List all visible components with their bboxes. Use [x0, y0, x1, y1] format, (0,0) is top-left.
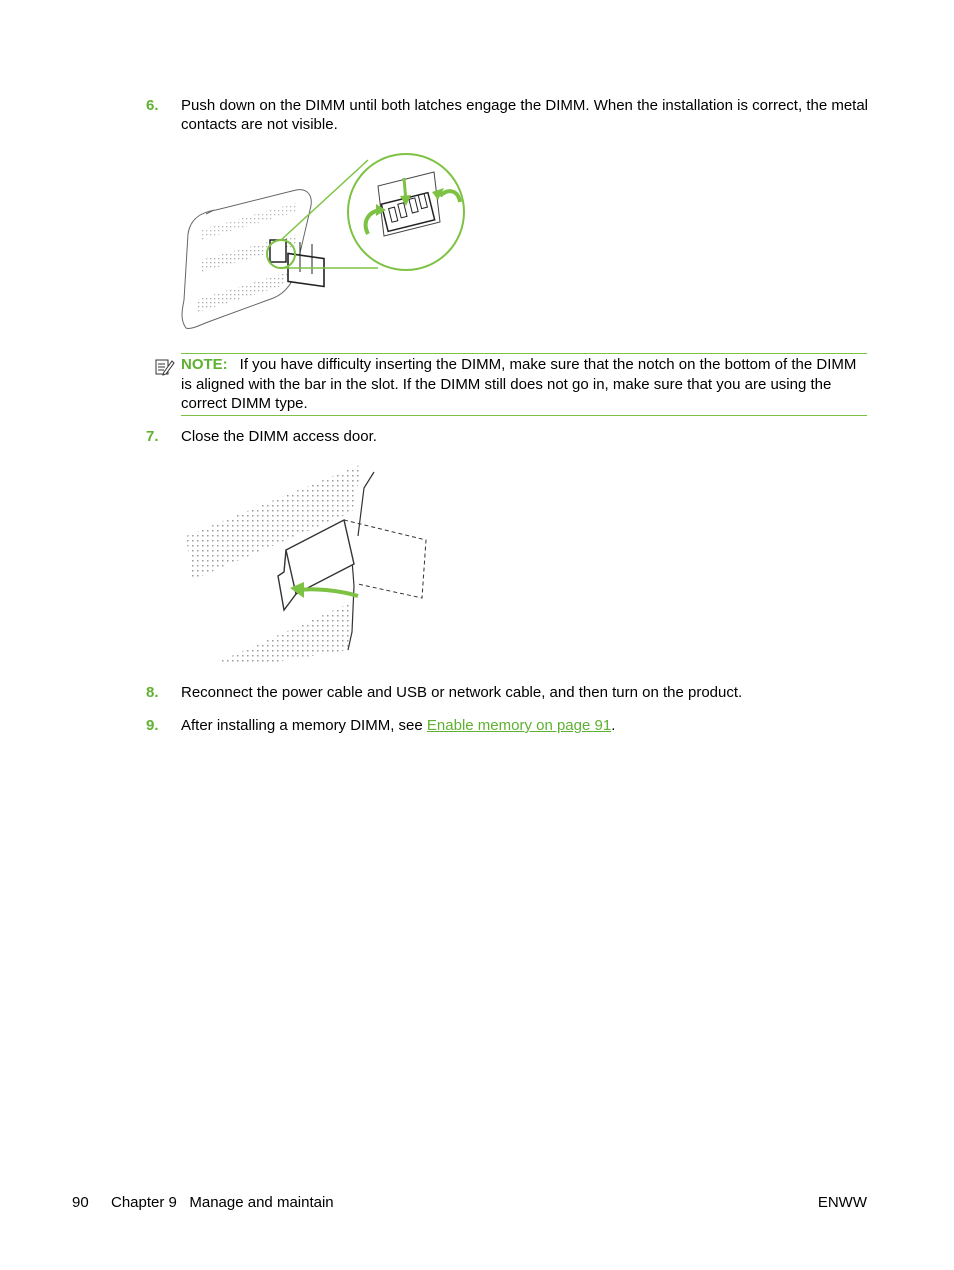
- step-number: 6.: [146, 97, 159, 114]
- step-number: 8.: [146, 684, 159, 701]
- close-door-illustration: [182, 460, 432, 666]
- step-8: [146, 683, 868, 702]
- footer-chapter: Chapter 9 Manage and maintain: [111, 1194, 334, 1211]
- note-text: If you have difficulty inserting the DIMM, make sure that the notch on the bottom of the DIMM is aligned with the bar in the slot. If the DIMM still does not go in, make sure that you are using the correct DIMM type.: [181, 356, 857, 412]
- step-6: [146, 96, 868, 134]
- step-text: Push down on the DIMM until both latches engage the DIMM. When the installation is correct, the metal contacts are not visible.: [181, 97, 869, 133]
- footer-page-number: 90: [72, 1194, 89, 1211]
- note-label: NOTE:: [181, 356, 228, 373]
- step-text-after: .: [611, 717, 616, 734]
- step-9: [146, 716, 868, 735]
- step-number: 7.: [146, 428, 159, 445]
- dimm-install-illustration: [178, 150, 470, 334]
- enable-memory-link[interactable]: Enable memory on page 91: [426, 717, 612, 734]
- note-box: [181, 353, 867, 416]
- step-number: 9.: [146, 717, 159, 734]
- step-text: [181, 716, 868, 735]
- step-text: Close the DIMM access door.: [181, 428, 377, 445]
- step-text-before: After installing a memory DIMM, see: [181, 717, 427, 734]
- note-pencil-icon: [155, 358, 175, 376]
- step-text: Reconnect the power cable and USB or network cable, and then turn on the product.: [181, 684, 743, 701]
- step-7: [146, 427, 868, 446]
- footer-enww: ENWW: [817, 1194, 867, 1211]
